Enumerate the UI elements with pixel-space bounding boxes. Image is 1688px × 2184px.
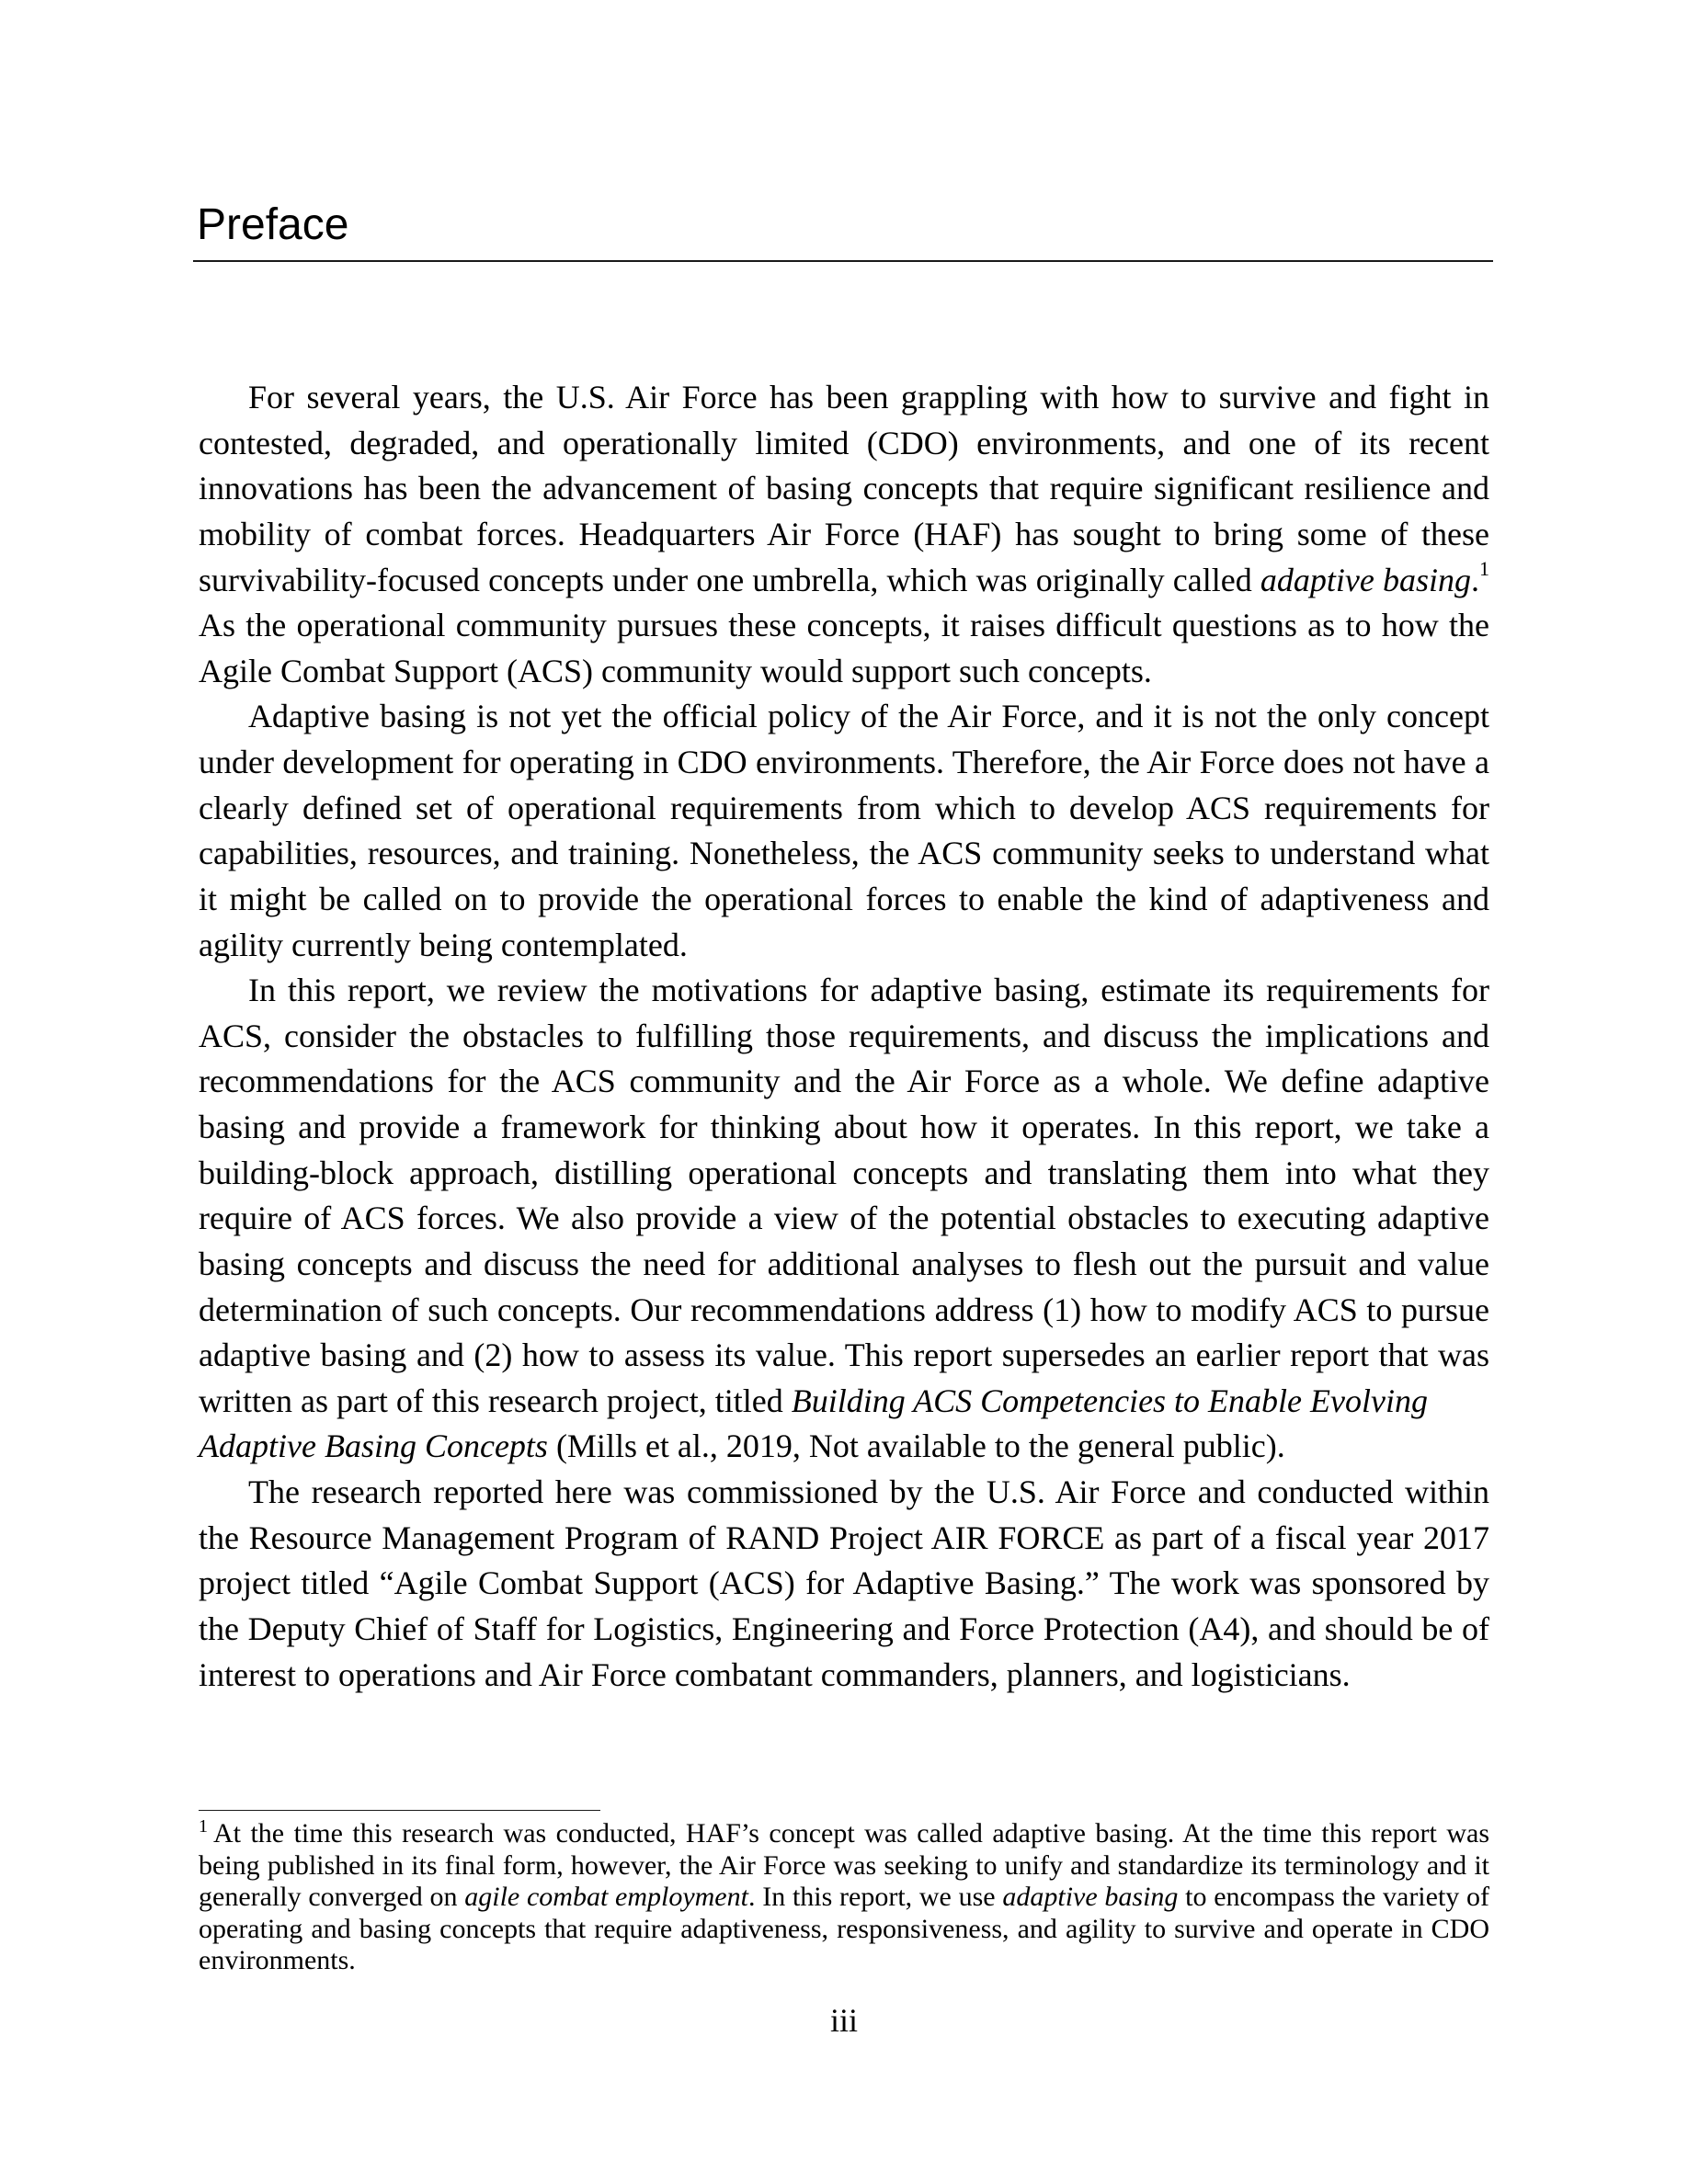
paragraph-3 xyxy=(199,968,1495,1470)
text-span: survivability-focused concepts under one umbrella, which was originally called xyxy=(199,561,1260,598)
text-line: the Resource Management Program of RAND Project AIR FORCE as part of a fiscal year 2017 xyxy=(199,1519,1489,1556)
footnote-line: being published in its final form, however, the Air Force was seeking to unify and standardize its terminology and it xyxy=(199,1849,1489,1881)
text-line xyxy=(199,558,1489,604)
text-span: (Mills et al., 2019, Not available to the general public). xyxy=(547,1428,1285,1465)
italic-term: adaptive basing xyxy=(1002,1882,1179,1912)
text-line: clearly defined set of operational requirements from which to develop ACS requirements for xyxy=(199,789,1489,826)
text-line: basing concepts and discuss the need for additional analyses to flesh out the pursuit and value xyxy=(199,1245,1489,1282)
text-span: . xyxy=(1471,561,1479,598)
text-line: the Deputy Chief of Staff for Logistics, Engineering and Force Protection (A4), and should be of xyxy=(199,1610,1489,1647)
text-line: Agile Combat Support (ACS) community would support such concepts. xyxy=(199,652,1152,689)
text-span: . In this report, we use xyxy=(747,1882,1003,1912)
text-line: it might be called on to provide the operational forces to enable the kind of adaptiveness and xyxy=(199,880,1489,917)
text-line: adaptive basing and (2) how to assess its value. This report supersedes an earlier report that was xyxy=(199,1337,1489,1374)
italic-term: agile combat employment xyxy=(464,1882,748,1912)
text-line: recommendations for the ACS community and the Air Force as a whole. We define adaptive xyxy=(199,1063,1489,1100)
text-line: under development for operating in CDO environments. Therefore, the Air Force does not have a xyxy=(199,744,1489,780)
italic-report-title: Building ACS Competencies to Enable Evolving xyxy=(791,1382,1428,1419)
text-line: innovations has been the advancement of basing concepts that require significant resilience and xyxy=(199,470,1489,507)
text-span: At the time this research was conducted, HAF’s concept was called adaptive basing. At the time this report was xyxy=(213,1818,1489,1848)
footnote-separator xyxy=(199,1810,600,1811)
text-line: determination of such concepts. Our recommendations address (1) how to modify ACS to pursue xyxy=(199,1291,1489,1328)
text-span: generally converged on xyxy=(199,1882,465,1912)
text-line: contested, degraded, and operationally limited (CDO) environments, and one of its recent xyxy=(199,424,1489,461)
footnotes xyxy=(199,1818,1495,1977)
text-line xyxy=(199,1379,1495,1425)
page-number: iii xyxy=(829,2002,858,2039)
paragraph-4 xyxy=(199,1470,1495,1698)
text-line: ACS, consider the obstacles to fulfilling those requirements, and discuss the implications and xyxy=(199,1017,1489,1054)
footnote-reference[interactable]: 1 xyxy=(1479,556,1489,580)
footnote-line xyxy=(199,1882,1489,1914)
text-line: capabilities, resources, and training. Nonetheless, the ACS community seeks to understand what xyxy=(199,835,1489,872)
footnote-line xyxy=(199,1818,1489,1850)
text-line: agility currently being contemplated. xyxy=(199,926,688,963)
text-line: basing and provide a framework for thinking about how it operates. In this report, we take a xyxy=(199,1109,1489,1145)
text-line: interest to operations and Air Force combatant commanders, planners, and logisticians. xyxy=(199,1655,1351,1693)
page-title: Preface xyxy=(197,200,349,249)
footnote-1 xyxy=(199,1818,1495,1977)
text-line: For several years, the U.S. Air Force has been grappling with how to survive and fight in xyxy=(248,379,1489,415)
text-line: project titled “Agile Combat Support (ACS) for Adaptive Basing.” The work was sponsored by xyxy=(199,1564,1489,1602)
text-span: written as part of this research project, titled xyxy=(199,1382,792,1419)
footnote-line: operating and basing concepts that require adaptiveness, responsiveness, and agility to survive and operate in CDO xyxy=(199,1913,1489,1944)
italic-term: adaptive basing xyxy=(1260,561,1471,598)
text-line: As the operational community pursues these concepts, it raises difficult questions as to how the xyxy=(199,607,1489,644)
footnote-mark: 1 xyxy=(199,1816,208,1837)
text-line: building-block approach, distilling operational concepts and translating them into what they xyxy=(199,1154,1489,1191)
text-line: In this report, we review the motivations for adaptive basing, estimate its requirements for xyxy=(248,972,1489,1009)
text-line xyxy=(199,1424,1495,1470)
text-line: mobility of combat forces. Headquarters Air Force (HAF) has sought to bring some of these xyxy=(199,515,1489,552)
preface-body xyxy=(199,375,1495,1698)
footnote-line: environments. xyxy=(199,1945,356,1975)
text-line: require of ACS forces. We also provide a view of the potential obstacles to executing adaptive xyxy=(199,1200,1489,1237)
title-divider xyxy=(193,260,1493,262)
italic-report-title: Adaptive Basing Concepts xyxy=(199,1428,548,1465)
text-line: Adaptive basing is not yet the official policy of the Air Force, and it is not the only concept xyxy=(248,698,1489,735)
paragraph-2 xyxy=(199,694,1495,968)
text-span: to encompass the variety of xyxy=(1178,1882,1490,1912)
paragraph-1 xyxy=(199,375,1495,694)
text-line: The research reported here was commissioned by the U.S. Air Force and conducted within xyxy=(248,1473,1489,1510)
